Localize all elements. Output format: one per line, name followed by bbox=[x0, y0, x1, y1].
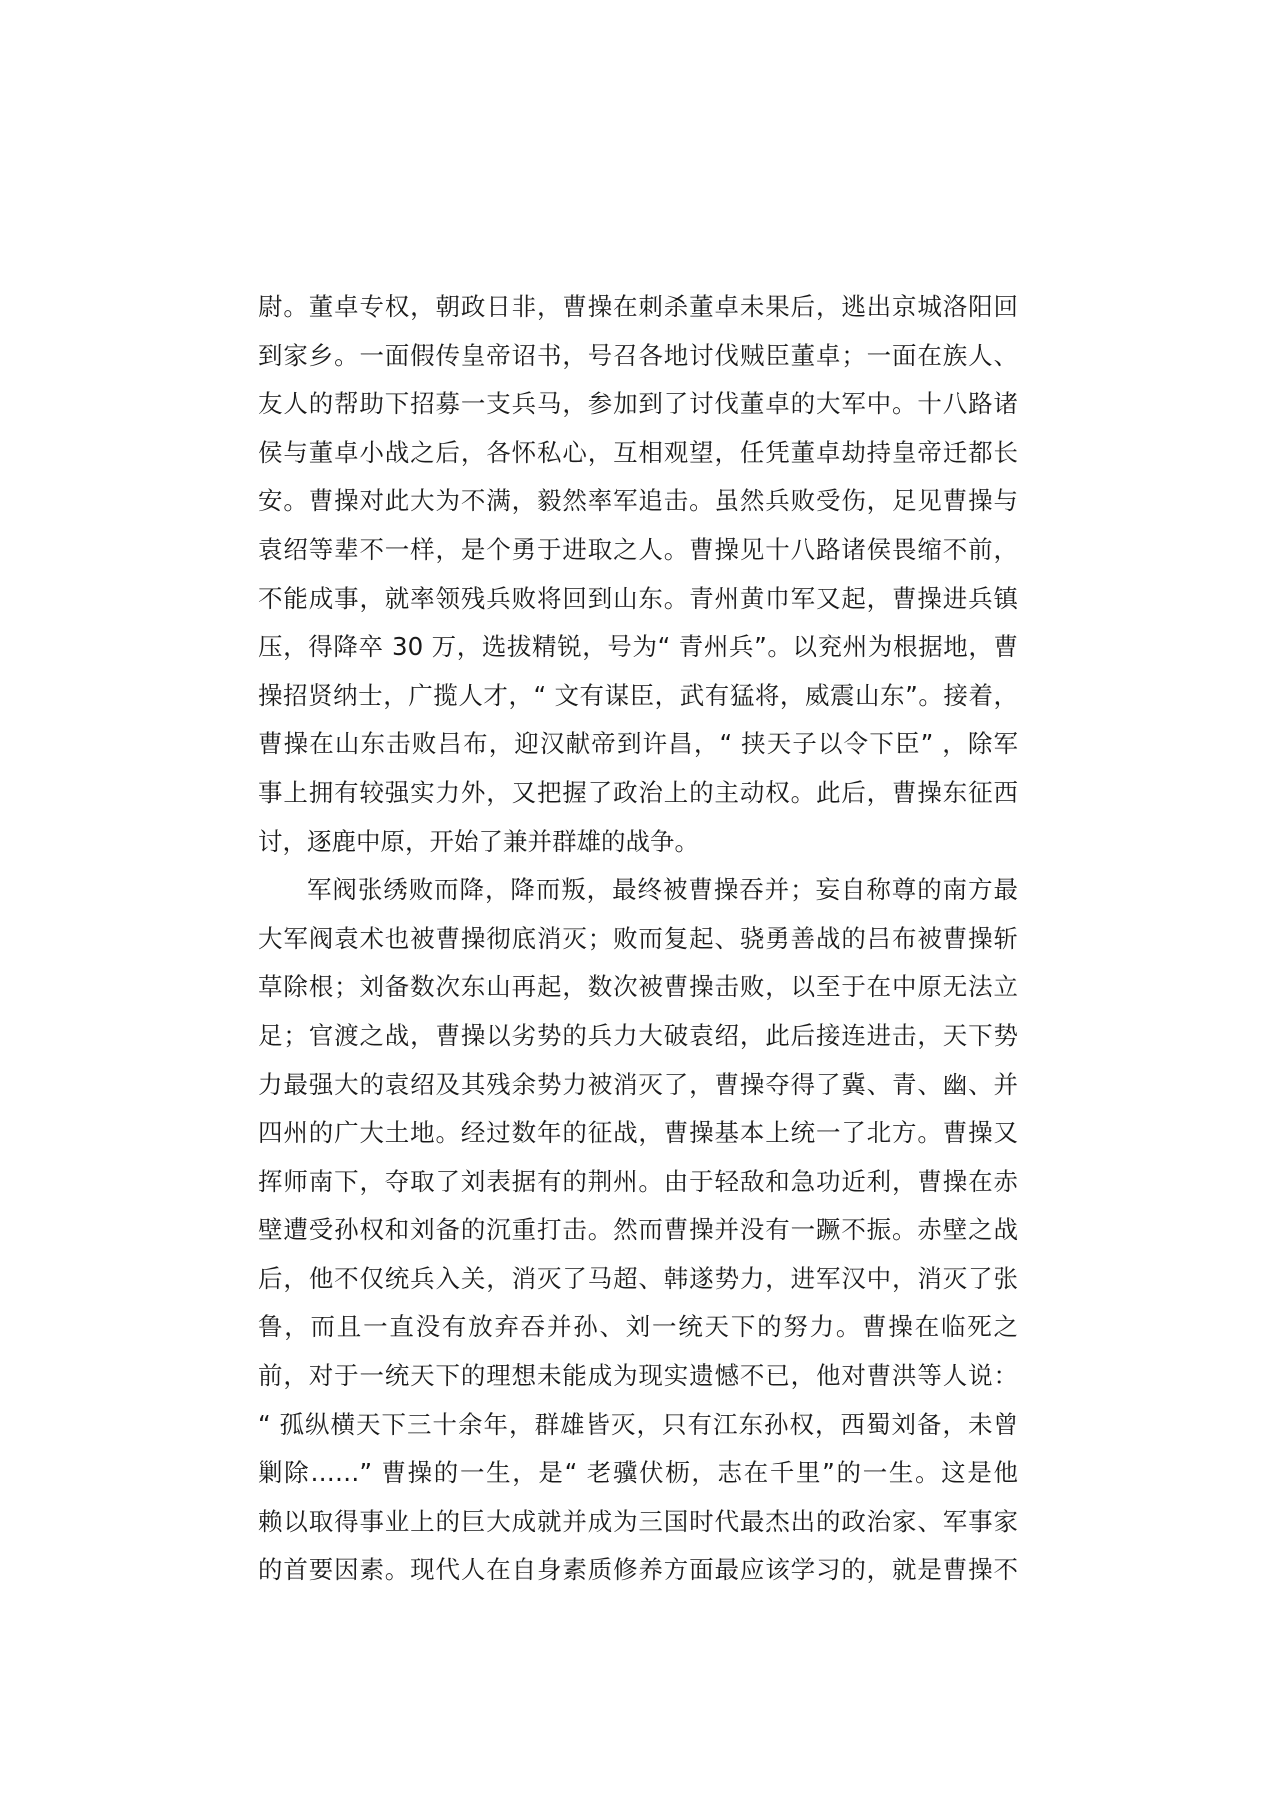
text-line: 挥师南下，夺取了刘表据有的荆州。由于轻敌和急功近利，曹操在赤 bbox=[258, 1166, 1018, 1196]
text-line: 操招贤纳士，广揽人才，“ 文有谋臣，武有猛将，威震山东”。接着， bbox=[258, 680, 1018, 710]
text-line: 力最强大的袁绍及其残余势力被消灭了，曹操夺得了冀、青、幽、并 bbox=[258, 1069, 1018, 1099]
paragraph-1 bbox=[258, 283, 1018, 866]
text-line: 讨，逐鹿中原，开始了兼并群雄的战争。 bbox=[258, 826, 699, 856]
text-line: 壁遭受孙权和刘备的沉重打击。然而曹操并没有一蹶不振。赤壁之战 bbox=[258, 1215, 1018, 1245]
text-line: 安。曹操对此大为不满，毅然率军追击。虽然兵败受伤，足见曹操与 bbox=[258, 486, 1018, 516]
text-line: 军阀张绣败而降，降而叛，最终被曹操吞并；妄自称尊的南方最 bbox=[307, 875, 1018, 905]
text-line: 剿除……” 曹操的一生，是“ 老骥伏枥，志在千里”的一生。这是他 bbox=[258, 1458, 1018, 1488]
text-line: 后，他不仅统兵入关，消灭了马超、韩遂势力，进军汉中，消灭了张 bbox=[258, 1263, 1018, 1293]
text-line: 前，对于一统天下的理想未能成为现实遗憾不已，他对曹洪等人说： bbox=[258, 1361, 1018, 1391]
body-text bbox=[258, 283, 1018, 1595]
text-line: 尉。董卓专权，朝政日非，曹操在刺杀董卓未果后，逃出京城洛阳回 bbox=[258, 292, 1018, 321]
text-line: 足；官渡之战，曹操以劣势的兵力大破袁绍，此后接连进击，天下势 bbox=[258, 1020, 1018, 1050]
text-line: 侯与董卓小战之后，各怀私心，互相观望，任凭董卓劫持皇帝迁都长 bbox=[258, 437, 1018, 467]
paragraph-2 bbox=[258, 866, 1018, 1595]
text-line: 曹操在山东击败吕布，迎汉献帝到许昌，“ 挟天子以令下臣” ，除军 bbox=[258, 729, 1018, 759]
text-line: 鲁，而且一直没有放弃吞并孙、刘一统天下的努力。曹操在临死之 bbox=[258, 1312, 1018, 1342]
text-line: 到家乡。一面假传皇帝诏书，号召各地讨伐贼臣董卓；一面在族人、 bbox=[258, 340, 1018, 370]
text-line: “ 孤纵横天下三十余年，群雄皆灭，只有江东孙权，西蜀刘备，未曾 bbox=[258, 1409, 1018, 1439]
text-line: 友人的帮助下招募一支兵马，参加到了讨伐董卓的大军中。十八路诸 bbox=[258, 389, 1018, 419]
text-line: 赖以取得事业上的巨大成就并成为三国时代最杰出的政治家、军事家 bbox=[258, 1506, 1018, 1536]
text-line: 事上拥有较强实力外，又把握了政治上的主动权。此后，曹操东征西 bbox=[258, 777, 1018, 807]
text-line: 四州的广大土地。经过数年的征战，曹操基本上统一了北方。曹操又 bbox=[258, 1118, 1018, 1148]
text-line: 大军阀袁术也被曹操彻底消灭；败而复起、骁勇善战的吕布被曹操斩 bbox=[258, 923, 1018, 953]
text-line: 袁绍等辈不一样，是个勇于进取之人。曹操见十八路诸侯畏缩不前， bbox=[258, 534, 1018, 564]
text-line: 不能成事，就率领残兵败将回到山东。青州黄巾军又起，曹操进兵镇 bbox=[258, 583, 1018, 613]
text-line: 草除根；刘备数次东山再起，数次被曹操击败，以至于在中原无法立 bbox=[258, 972, 1018, 1002]
text-line: 的首要因素。现代人在自身素质修养方面最应该学习的，就是曹操不 bbox=[258, 1555, 1018, 1585]
text-line: 压，得降卒 30 万，选拔精锐，号为“ 青州兵”。以兖州为根据地，曹 bbox=[258, 632, 1018, 662]
